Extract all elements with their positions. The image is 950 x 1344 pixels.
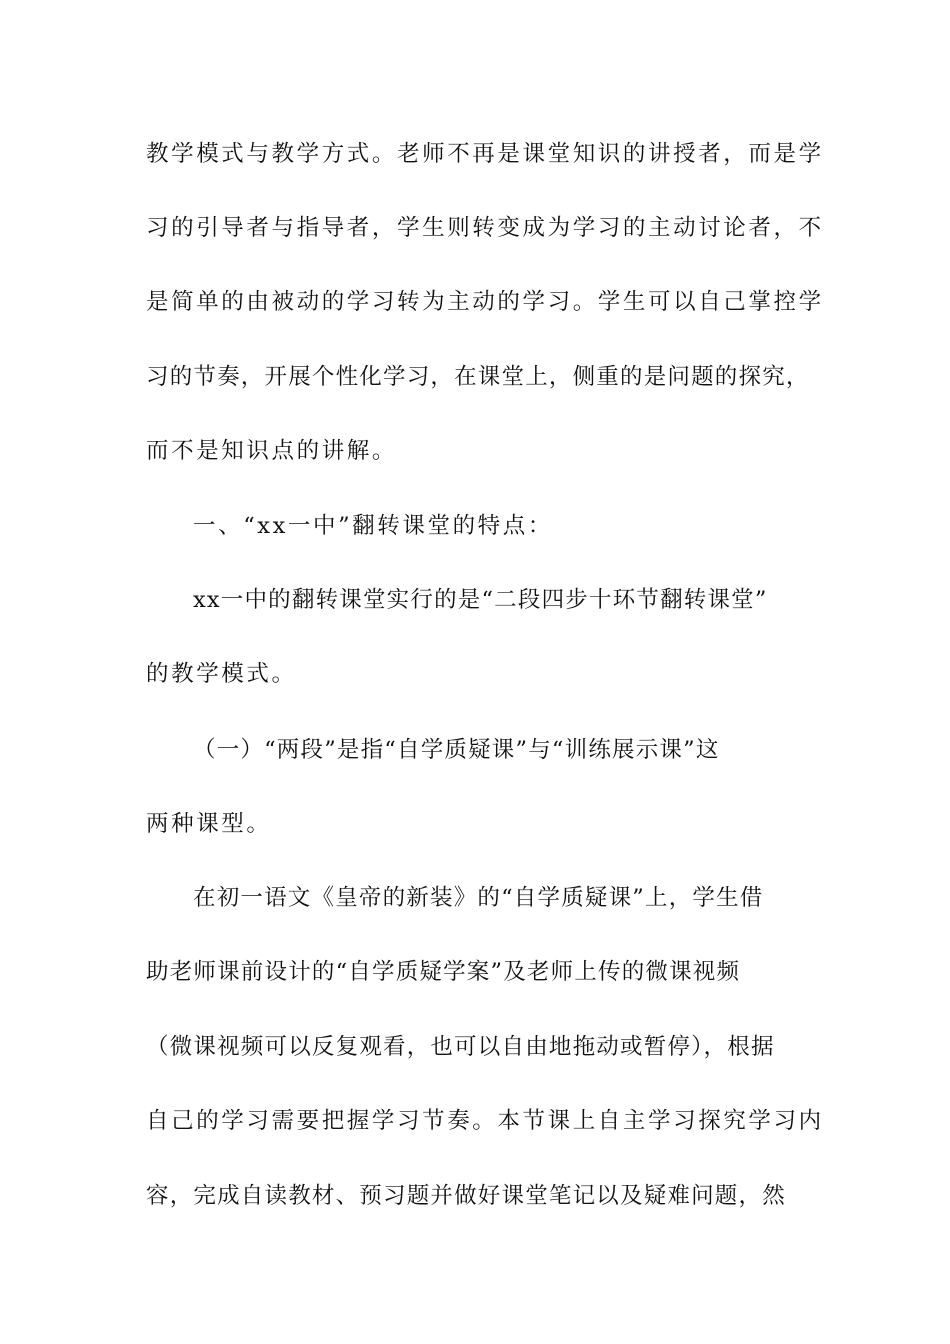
paragraph-line: 习的节奏，开展个性化学习，在课堂上，侧重的是问题的探究， <box>146 364 810 390</box>
paragraph-line: 的教学模式。 <box>146 661 297 687</box>
paragraph-line: 而不是知识点的讲解。 <box>146 438 398 464</box>
paragraph-line: （微课视频可以反复观看，也可以自由地拖动或暂停），根据 <box>146 1034 775 1060</box>
paragraph-line: 习的引导者与指导者，学生则转变成为学习的主动讨论者，不 <box>146 215 824 241</box>
paragraph-line: 助老师课前设计的“自学质疑学案”及老师上传的微课视频 <box>146 959 741 985</box>
section-heading: 一、“xx一中”翻转课堂的特点： <box>193 513 553 539</box>
paragraph-line: 容，完成自读教材、预习题并做好课堂笔记以及疑难问题，然 <box>146 1183 786 1209</box>
paragraph-line: 在初一语文《皇帝的新装》的“自学质疑课”上，学生借 <box>193 885 764 911</box>
subsection-heading: （一）“两段”是指“自学质疑课”与“训练展示课”这 <box>193 737 720 763</box>
paragraph-line: 自己的学习需要把握学习节奏。本节课上自主学习探究学习内 <box>146 1108 824 1134</box>
paragraph-line: 是简单的由被动的学习转为主动的学习。学生可以自己掌控学 <box>146 289 824 315</box>
paragraph-line: 两种课型。 <box>146 811 272 837</box>
paragraph-line: xx一中的翻转课堂实行的是“二段四步十环节翻转课堂” <box>193 587 768 613</box>
paragraph-line: 教学模式与教学方式。老师不再是课堂知识的讲授者，而是学 <box>146 141 824 167</box>
